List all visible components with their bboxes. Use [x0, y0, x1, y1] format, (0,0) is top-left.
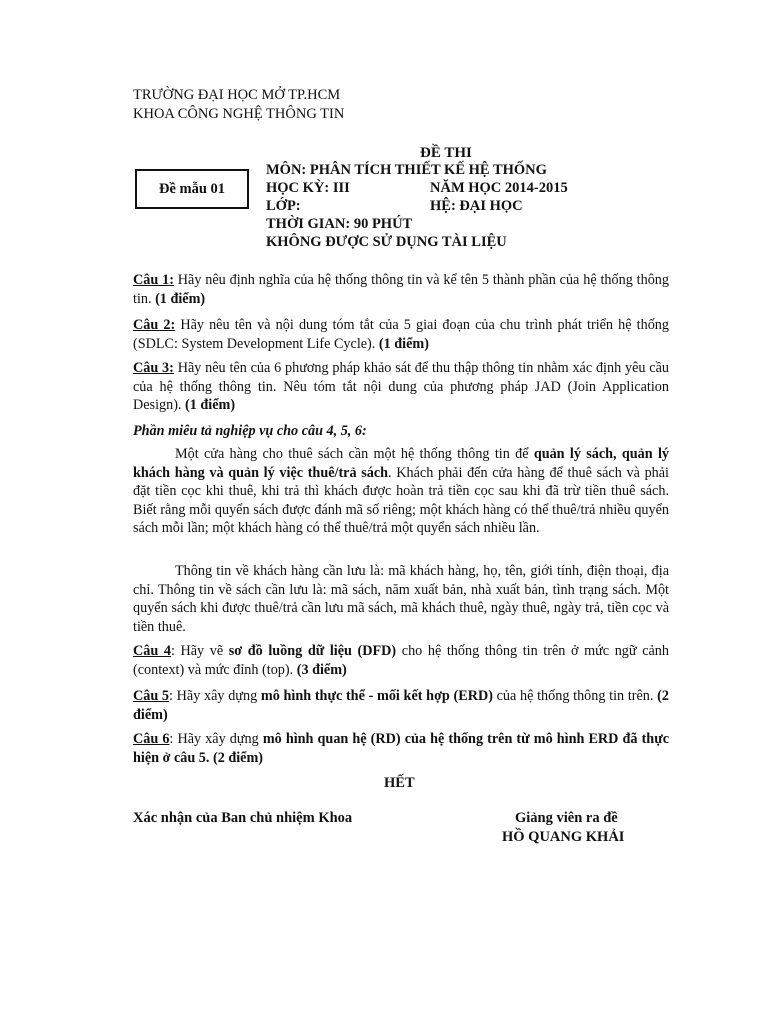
question-3 — [133, 359, 669, 415]
exam-title: ĐỀ THI — [420, 145, 472, 161]
lecturer-name: HỒ QUANG KHẢI — [502, 829, 625, 845]
question-4-points: (3 điểm) — [296, 661, 347, 678]
question-6-text-a: : Hãy xây dựng — [169, 731, 263, 747]
question-1 — [133, 271, 669, 308]
exam-year: NĂM HỌC 2014-2015 — [430, 180, 568, 196]
question-2 — [133, 316, 669, 353]
question-4-bold: sơ đồ luồng dữ liệu (DFD) — [228, 643, 397, 659]
question-3-points: (1 điểm) — [185, 397, 236, 413]
exam-class: LỚP: — [266, 198, 301, 214]
description-1-c: . Khách phải đến cửa hàng để thuê sách và phải đặt tiền cọc khi thuê, khi trả thì khách được hoàn trả tiền cọc sau khi đã trừ tiền thuê sách. Biết rằng mỗi quyển sách được đánh mã số riêng; một khách hàng có thể thuê/trả nhiều quyển sách mỗi lần; một khách hàng có thể thuê/trả một quyển sách nhiều lần. — [133, 464, 669, 536]
exam-time: THỜI GIAN: 90 PHÚT — [266, 216, 413, 232]
school-name: TRƯỜNG ĐẠI HỌC MỞ TP.HCM — [133, 87, 341, 103]
exam-subject: MÔN: PHÂN TÍCH THIẾT KẾ HỆ THỐNG — [266, 162, 547, 178]
question-5-label: Câu 5 — [133, 688, 170, 704]
question-1-text: Hãy nêu định nghĩa của hệ thống thông tin và kể tên 5 thành phần của hệ thống thông tin. — [133, 272, 669, 307]
question-1-points: (1 điểm) — [155, 290, 206, 307]
end-marker: HẾT — [384, 775, 415, 791]
question-6 — [133, 730, 669, 767]
faculty-confirmation: Xác nhận của Ban chủ nhiệm Khoa — [133, 810, 353, 826]
description-1-a: Một cửa hàng cho thuê sách cần một hệ thống thông tin để — [175, 446, 534, 462]
description-paragraph-2: Thông tin về khách hàng cần lưu là: mã khách hàng, họ, tên, giới tính, điện thoại, địa chỉ. Thông tin về sách cần lưu là: mã sách, năm xuất bản, nhà xuất bản, tình trạng sách. Một quyển sách khi được thuê/trả cần lưu mã sách, mã khách thuê, ngày thuê, ngày trả, tiền cọc và tiền thuê. — [133, 563, 669, 635]
question-2-text: Hãy nêu tên và nội dung tóm tắt của 5 giai đoạn của chu trình phát triển hệ thống (SDLC: System Development Life Cycle). — [133, 317, 669, 352]
question-5-bold: mô hình thực thể - mối kết hợp (ERD) — [260, 688, 493, 704]
question-6-bold: mô hình quan hệ (RD) của hệ thống trên từ mô hình ERD đã thực hiện ở câu 5. (2 điểm) — [133, 731, 669, 766]
section-heading: Phần miêu tả nghiệp vụ cho câu 4, 5, 6: — [133, 423, 367, 439]
exam-system: HỆ: ĐẠI HỌC — [430, 198, 523, 214]
question-5 — [133, 687, 669, 724]
question-3-text: Hãy nêu tên của 6 phương pháp khảo sát để thu thập thông tin nhằm xác định yêu cầu của hệ thống thông tin. Nêu tóm tắt nội dung của phương pháp JAD (Join Application Design). — [133, 360, 669, 413]
question-3-label: Câu 3: — [133, 360, 174, 376]
faculty-name: KHOA CÔNG NGHỆ THÔNG TIN — [133, 106, 345, 122]
question-5-text-b: của hệ thống thông tin trên. — [492, 688, 658, 704]
question-5-text-a: : Hãy xây dựng — [169, 688, 261, 704]
lecturer-title: Giảng viên ra đề — [515, 810, 618, 826]
exam-semester: HỌC KỲ: III — [266, 180, 350, 196]
question-6-label: Câu 6 — [133, 731, 170, 747]
question-4 — [133, 642, 669, 679]
description-1-bold: quản lý sách, quản lý khách hàng và quản lý việc thuê/trả sách — [133, 446, 669, 481]
exam-code: Đề mẫu 01 — [158, 180, 226, 197]
question-1-label: Câu 1: — [133, 272, 174, 288]
question-2-points: (1 điểm) — [378, 335, 429, 352]
question-4-label: Câu 4 — [133, 643, 171, 659]
exam-note: KHÔNG ĐƯỢC SỬ DỤNG TÀI LIỆU — [266, 234, 507, 250]
question-5-points: (2 điểm) — [133, 688, 669, 723]
exam-code-box — [135, 169, 249, 209]
question-4-text-a: : Hãy vẽ — [170, 643, 229, 659]
description-paragraph-1 — [133, 445, 669, 538]
question-4-text-b: cho hệ thống thông tin trên ở mức ngữ cảnh (context) và mức đỉnh (top). — [133, 643, 669, 678]
question-2-label: Câu 2: — [133, 317, 176, 333]
